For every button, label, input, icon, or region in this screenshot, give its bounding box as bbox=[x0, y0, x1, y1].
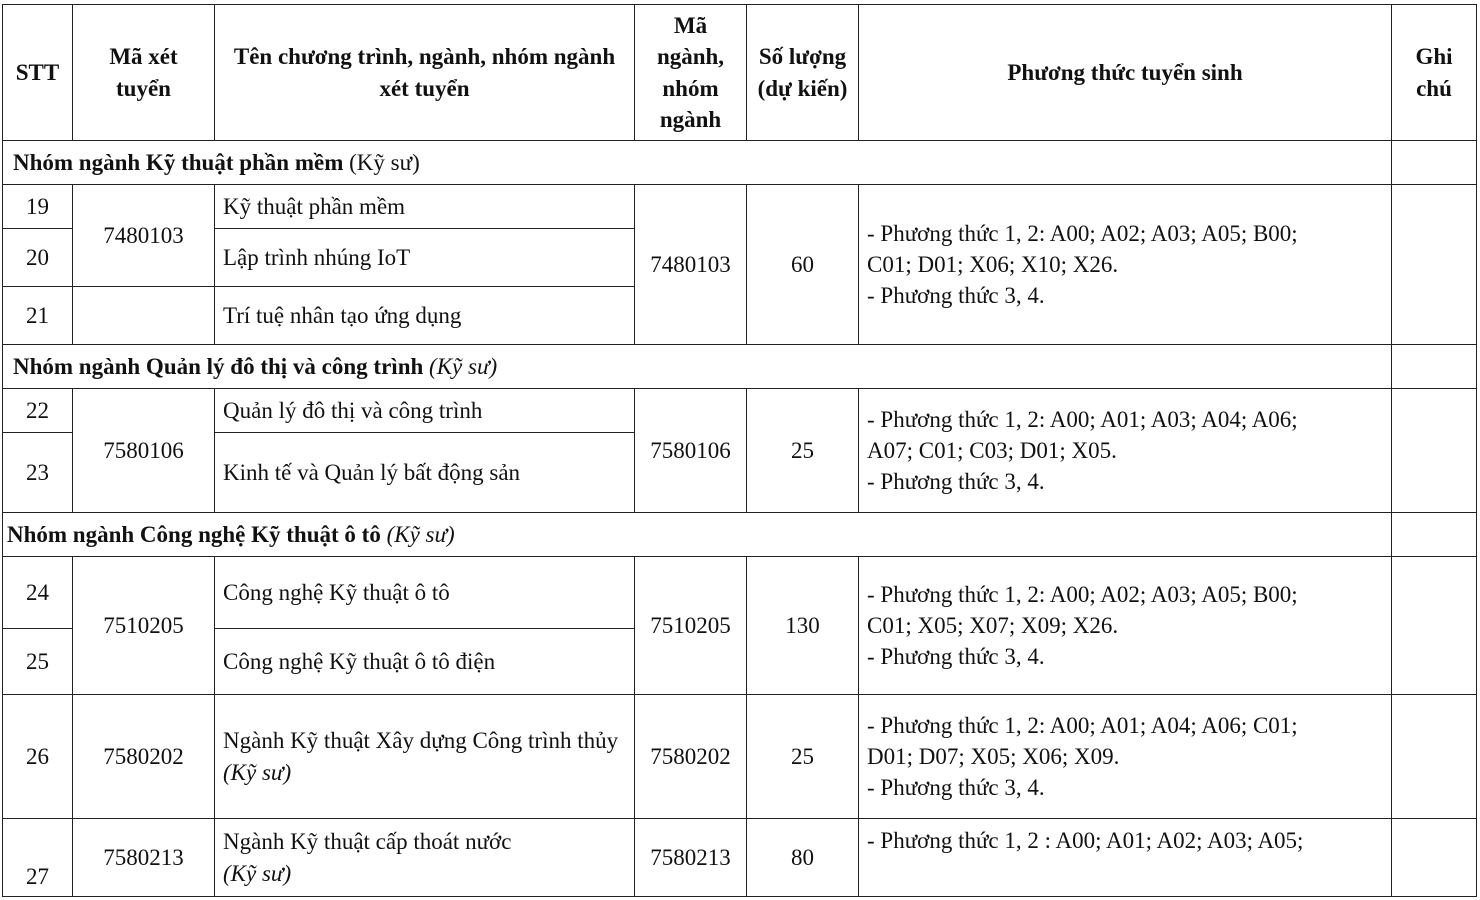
program-name: Ngành Kỹ thuật cấp thoát nước bbox=[223, 829, 512, 855]
ma-nganh-cell: 7580106 bbox=[635, 389, 747, 513]
header-ma-xet-tuyen: Mã xét tuyển bbox=[73, 5, 215, 141]
group-heading-row bbox=[3, 513, 1477, 557]
table-row bbox=[3, 695, 1477, 819]
program-cell bbox=[215, 819, 635, 897]
group-heading bbox=[3, 513, 1392, 557]
ma-xet-tuyen-cell bbox=[73, 287, 215, 345]
phuong-thuc-line: - Phương thức 1, 2 : A00; A01; A02; A03; A05; bbox=[867, 828, 1304, 853]
so-luong-cell: 25 bbox=[747, 389, 859, 513]
group-title: Nhóm ngành Kỹ thuật phần mềm bbox=[13, 149, 344, 175]
ma-xet-tuyen-cell: 7580106 bbox=[73, 389, 215, 513]
ma-xet-tuyen-cell: 7510205 bbox=[73, 557, 215, 695]
phuong-thuc-line: C01; X05; X07; X09; X26. bbox=[867, 612, 1119, 638]
note-cell bbox=[1392, 695, 1477, 819]
so-luong-cell: 80 bbox=[747, 819, 859, 897]
phuong-thuc-cell bbox=[859, 185, 1392, 345]
phuong-thuc-line: - Phương thức 1, 2: A00; A01; A04; A06; C01; bbox=[867, 712, 1298, 738]
note-cell bbox=[1392, 345, 1477, 389]
table-row bbox=[3, 819, 1477, 897]
so-luong-cell: 25 bbox=[747, 695, 859, 819]
group-suffix: (Kỹ sư) bbox=[429, 353, 498, 379]
phuong-thuc-line: - Phương thức 3, 4. bbox=[867, 644, 1045, 670]
program-suffix: (Kỹ sư) bbox=[223, 860, 292, 886]
group-title: Nhóm ngành Công nghệ Kỹ thuật ô tô bbox=[7, 521, 381, 547]
phuong-thuc-line: - Phương thức 3, 4. bbox=[867, 469, 1045, 495]
header-ma-nganh: Mã ngành, nhóm ngành bbox=[635, 5, 747, 141]
phuong-thuc-cell bbox=[859, 557, 1392, 695]
ma-nganh-cell: 7480103 bbox=[635, 185, 747, 345]
stt-cell: 26 bbox=[3, 695, 73, 819]
note-cell bbox=[1392, 557, 1477, 695]
group-title: Nhóm ngành Quản lý đô thị và công trình bbox=[13, 353, 424, 379]
stt-cell: 22 bbox=[3, 389, 73, 433]
note-cell bbox=[1392, 141, 1477, 185]
group-heading bbox=[3, 141, 1392, 185]
phuong-thuc-line: - Phương thức 1, 2: A00; A02; A03; A05; B00; bbox=[867, 581, 1298, 607]
phuong-thuc-line: - Phương thức 3, 4. bbox=[867, 283, 1045, 309]
ma-nganh-cell: 7510205 bbox=[635, 557, 747, 695]
note-cell bbox=[1392, 819, 1477, 897]
phuong-thuc-cell bbox=[859, 389, 1392, 513]
program-cell: Công nghệ Kỹ thuật ô tô bbox=[215, 557, 635, 629]
stt-cell: 27 bbox=[3, 819, 73, 897]
admission-table bbox=[2, 4, 1477, 897]
ma-xet-tuyen-cell: 7480103 bbox=[73, 185, 215, 287]
program-cell: Kỹ thuật phần mềm bbox=[215, 185, 635, 229]
phuong-thuc-cell bbox=[859, 695, 1392, 819]
header-phuong-thuc: Phương thức tuyển sinh bbox=[859, 5, 1392, 141]
phuong-thuc-line: D01; D07; X05; X06; X09. bbox=[867, 743, 1120, 769]
header-so-luong: Số lượng (dự kiến) bbox=[747, 5, 859, 141]
phuong-thuc-line: C01; D01; X06; X10; X26. bbox=[867, 251, 1119, 277]
table-row bbox=[3, 389, 1477, 433]
ma-nganh-cell: 7580213 bbox=[635, 819, 747, 897]
program-cell: Quản lý đô thị và công trình bbox=[215, 389, 635, 433]
header-ten-chuong-trinh: Tên chương trình, ngành, nhóm ngành xét tuyển bbox=[215, 5, 635, 141]
phuong-thuc-line: - Phương thức 1, 2: A00; A02; A03; A05; B00; bbox=[867, 220, 1298, 246]
group-suffix: (Kỹ sư) bbox=[386, 521, 455, 547]
program-name: Ngành Kỹ thuật Xây dựng Công trình thủy bbox=[223, 728, 619, 754]
ma-xet-tuyen-cell: 7580202 bbox=[73, 695, 215, 819]
program-cell bbox=[215, 695, 635, 819]
table-row bbox=[3, 185, 1477, 229]
note-cell bbox=[1392, 513, 1477, 557]
program-cell: Công nghệ Kỹ thuật ô tô điện bbox=[215, 629, 635, 695]
header-stt: STT bbox=[3, 5, 73, 141]
group-heading bbox=[3, 345, 1392, 389]
header-ghi-chu: Ghi chú bbox=[1392, 5, 1477, 141]
ma-nganh-cell: 7580202 bbox=[635, 695, 747, 819]
stt-cell: 19 bbox=[3, 185, 73, 229]
ma-xet-tuyen-cell: 7580213 bbox=[73, 819, 215, 897]
program-cell: Trí tuệ nhân tạo ứng dụng bbox=[215, 287, 635, 345]
phuong-thuc-line: - Phương thức 1, 2: A00; A01; A03; A04; A06; bbox=[867, 406, 1298, 432]
stt-cell: 20 bbox=[3, 229, 73, 287]
program-cell: Lập trình nhúng IoT bbox=[215, 229, 635, 287]
phuong-thuc-cell bbox=[859, 819, 1392, 897]
group-suffix: (Kỹ sư) bbox=[349, 149, 420, 175]
group-heading-row bbox=[3, 345, 1477, 389]
program-suffix: (Kỹ sư) bbox=[223, 759, 292, 785]
so-luong-cell: 130 bbox=[747, 557, 859, 695]
note-cell bbox=[1392, 389, 1477, 513]
stt-cell: 23 bbox=[3, 433, 73, 513]
phuong-thuc-line: - Phương thức 3, 4. bbox=[867, 775, 1045, 801]
program-cell: Kinh tế và Quản lý bất động sản bbox=[215, 433, 635, 513]
note-cell bbox=[1392, 185, 1477, 345]
group-heading-row bbox=[3, 141, 1477, 185]
stt-cell: 24 bbox=[3, 557, 73, 629]
stt-cell: 21 bbox=[3, 287, 73, 345]
phuong-thuc-line: A07; C01; C03; D01; X05. bbox=[867, 437, 1117, 463]
stt-cell: 25 bbox=[3, 629, 73, 695]
table-row bbox=[3, 557, 1477, 629]
so-luong-cell: 60 bbox=[747, 185, 859, 345]
header-row bbox=[3, 5, 1477, 141]
